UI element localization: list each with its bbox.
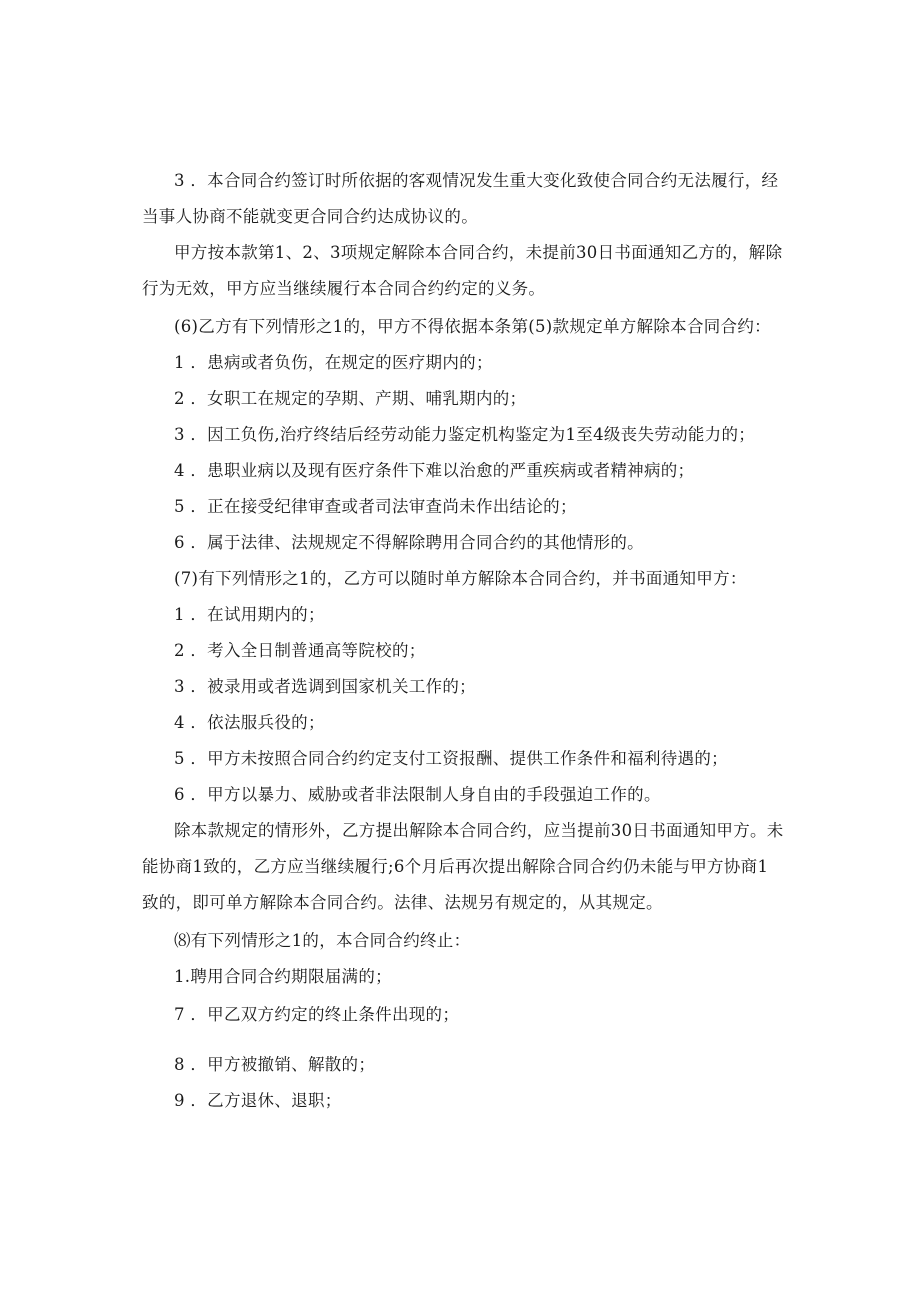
list-item: 1 ．患病或者负伤，在规定的医疗期内的； — [174, 353, 493, 372]
list-item: 4 ．依法服兵役的； — [174, 713, 325, 732]
list-item: 5 ．甲方未按照合同合约约定支付工资报酬、提供工作条件和福利待遇的； — [174, 749, 728, 768]
list-item: 1 ．在试用期内的； — [174, 605, 325, 624]
list-item: 7 ．甲乙双方约定的终止条件出现的； — [174, 1005, 460, 1024]
list-item: 8 ．甲方被撤销、解散的； — [174, 1055, 376, 1074]
list-item: 5 ．正在接受纪律审查或者司法审查尚未作出结论的； — [174, 497, 577, 516]
text-line: 致的，即可单方解除本合同合约。法律、法规另有规定的，从其规定。 — [142, 893, 663, 912]
list-item: 4 ．患职业病以及现有医疗条件下难以治愈的严重疾病或者精神病的； — [174, 461, 695, 480]
list-item: 1.聘用合同合约期限届满的； — [174, 967, 392, 986]
list-item: 9 ．乙方退休、退职； — [174, 1091, 342, 1110]
list-item: 2 ．考入全日制普通高等院校的； — [174, 641, 426, 660]
text-line: 能协商1致的，乙方应当继续履行;6个月后再次提出解除合同合约仍未能与甲方协商1 — [142, 857, 769, 876]
text-line: 当事人协商不能就变更合同合约达成协议的。 — [142, 207, 478, 226]
section-heading: ⑻有下列情形之1的，本合同合约终止： — [174, 931, 471, 950]
list-item: 3 ．被录用或者选调到国家机关工作的； — [174, 677, 476, 696]
list-item: 2 ．女职工在规定的孕期、产期、哺乳期内的； — [174, 389, 527, 408]
text-line: 行为无效，甲方应当继续履行本合同合约约定的义务。 — [142, 279, 546, 298]
text-line: 3 ．本合同合约签订时所依据的客观情况发生重大变化致使合同合约无法履行，经 — [174, 171, 779, 190]
text-line: 除本款规定的情形外，乙方提出解除本合同合约，应当提前30日书面通知甲方。未 — [174, 821, 784, 840]
list-item: 3 ．因工负伤,治疗终结后经劳动能力鉴定机构鉴定为1至4级丧失劳动能力的； — [174, 425, 756, 444]
section-heading: (7)有下列情形之1的，乙方可以随时单方解除本合同合约，并书面通知甲方： — [174, 569, 747, 588]
list-item: 6 ．甲方以暴力、威胁或者非法限制人身自由的手段强迫工作的。 — [174, 785, 661, 804]
section-heading: (6)乙方有下列情形之1的，甲方不得依据本条第(5)款规定单方解除本合同合约： — [174, 317, 771, 336]
text-line: 甲方按本款第1、2、3项规定解除本合同合约，未提前30日书面通知乙方的，解除 — [174, 243, 783, 262]
list-item: 6 ．属于法律、法规规定不得解除聘用合同合约的其他情形的。 — [174, 533, 644, 552]
